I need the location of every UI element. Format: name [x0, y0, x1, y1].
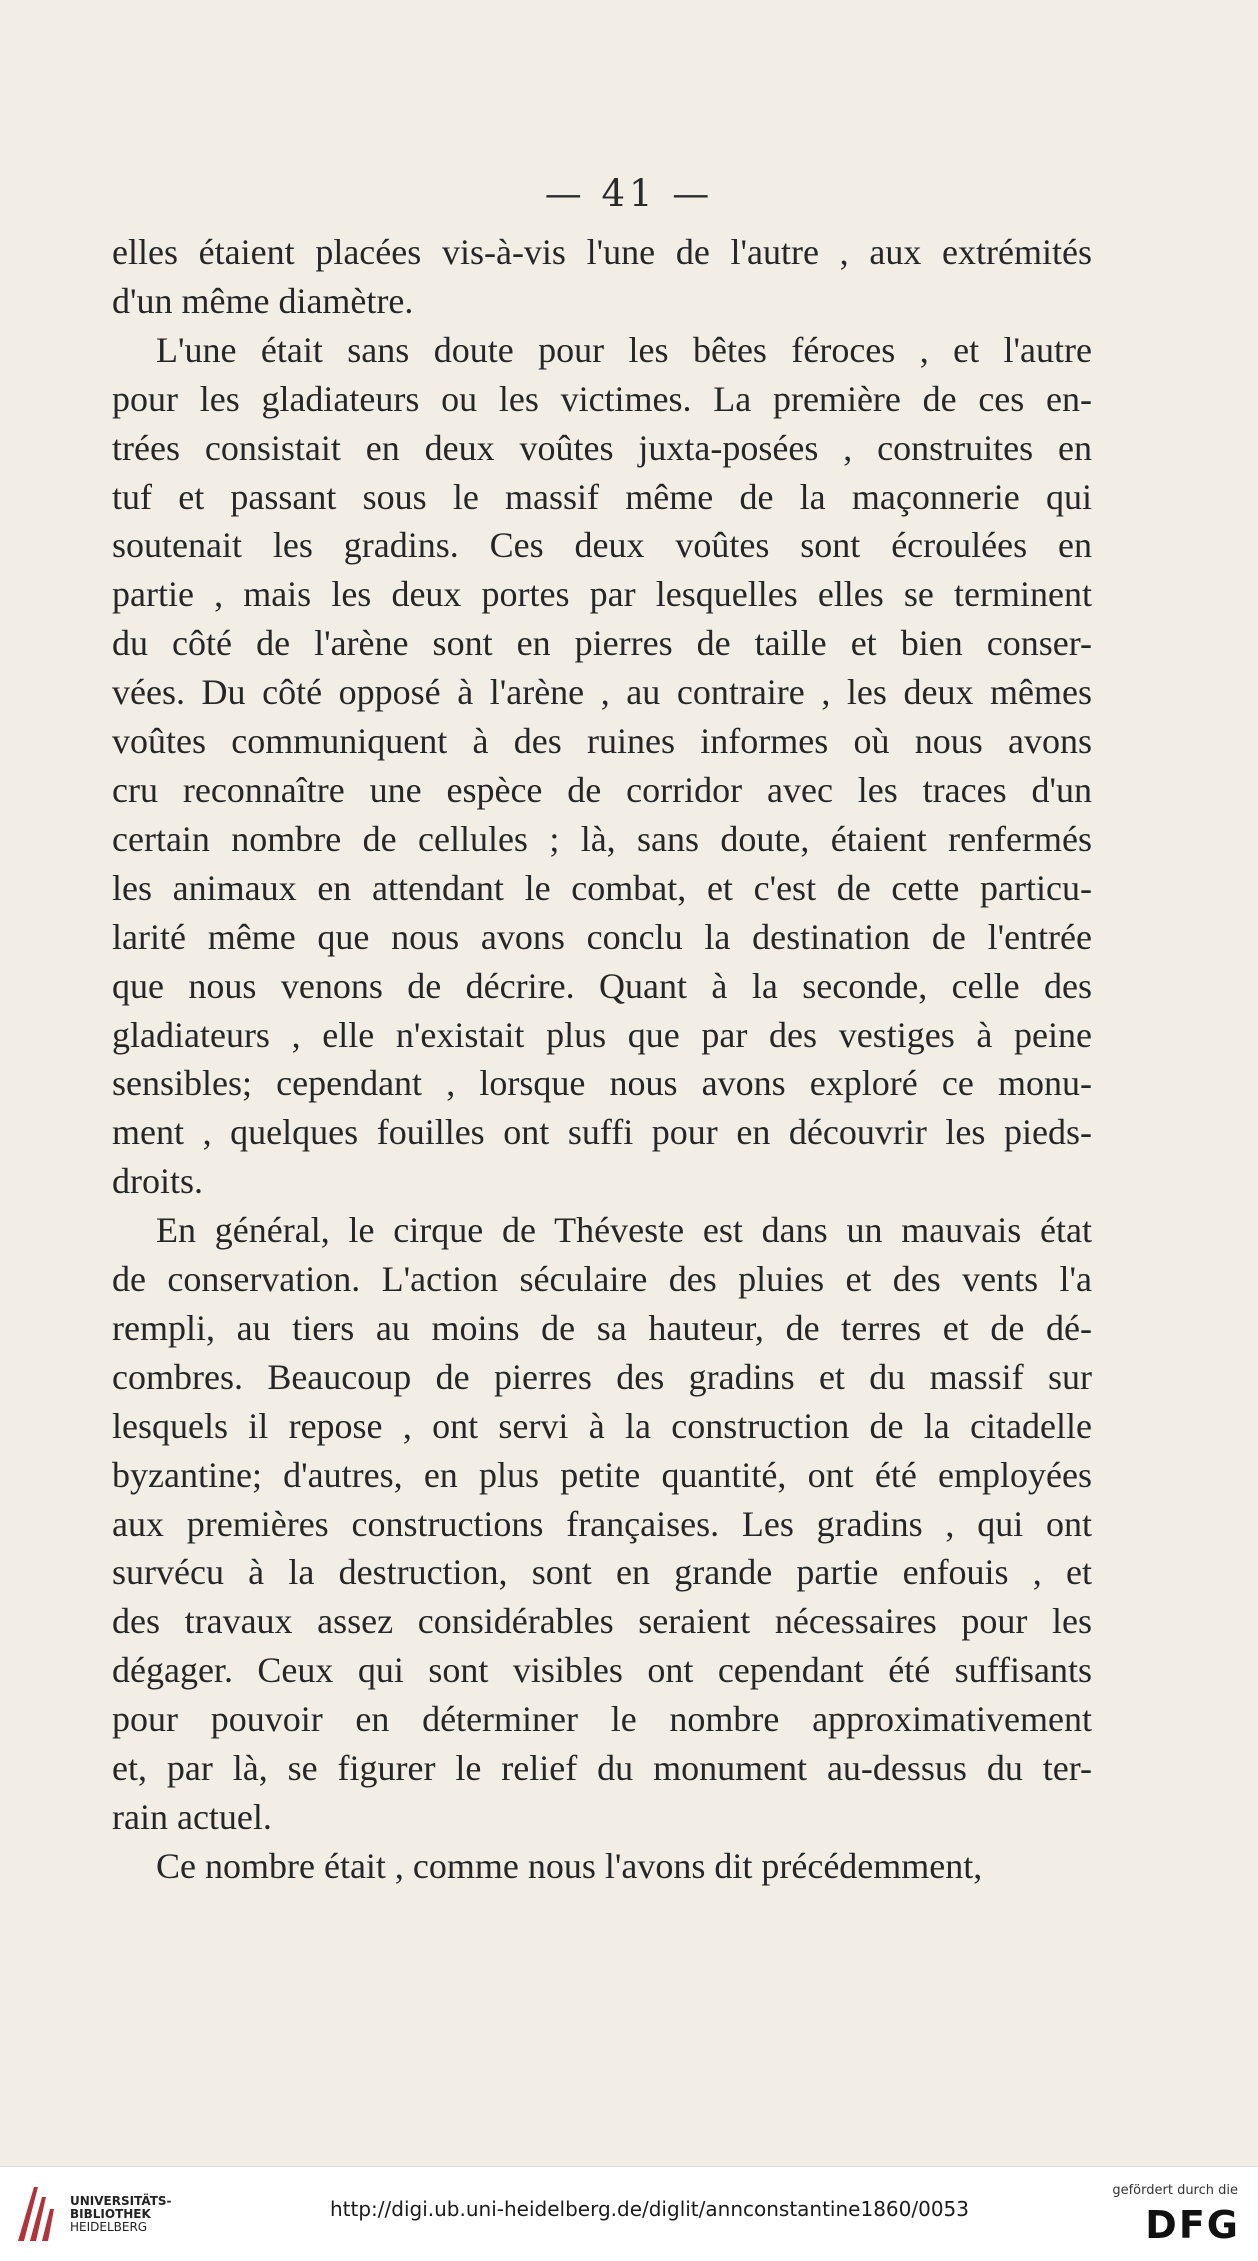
text-line: aux premières constructions françaises. Les gradins , qui ont	[112, 1503, 1092, 1544]
dfg-logo: DFG	[1145, 2203, 1240, 2247]
text-line: trées consistait en deux voûtes juxta-posées , construites en	[112, 427, 1092, 468]
paragraph	[112, 326, 1092, 1206]
text-line: que nous venons de décrire. Quant à la seconde, celle des	[112, 965, 1092, 1006]
text-line: d'un même diamètre.	[112, 280, 414, 321]
paragraph	[112, 1206, 1092, 1842]
text-line: Ce nombre était , comme nous l'avons dit précédemment,	[156, 1845, 983, 1886]
library-name	[70, 2195, 172, 2234]
permalink-url[interactable]: http://digi.ub.uni-heidelberg.de/diglit/annconstantine1860/0053	[330, 2197, 970, 2221]
footer-bar	[0, 2166, 1258, 2261]
text-line: rempli, au tiers au moins de sa hauteur, de terres et de dé-	[112, 1307, 1092, 1348]
library-name-line: HEIDELBERG	[70, 2220, 148, 2234]
text-line: gladiateurs , elle n'existait plus que par des vestiges à peine	[112, 1014, 1092, 1055]
university-library-logo-icon	[12, 2183, 60, 2245]
text-line: elles étaient placées vis-à-vis l'une de l'autre , aux extrémités	[112, 232, 1092, 272]
text-line: survécu à la destruction, sont en grande partie enfouis , et	[112, 1552, 1092, 1593]
text-line: vées. Du côté opposé à l'arène , au contraire , les deux mêmes	[112, 672, 1092, 713]
paragraph	[112, 228, 1092, 326]
text-line: voûtes communiquent à des ruines informes où nous avons	[112, 721, 1092, 762]
paragraph	[112, 1842, 1092, 1891]
body-text	[112, 228, 1092, 1891]
text-line: soutenait les gradins. Ces deux voûtes sont écroulées en	[112, 525, 1092, 566]
text-line: rain actuel.	[112, 1797, 272, 1837]
text-line: byzantine; d'autres, en plus petite quantité, ont été employées	[112, 1454, 1092, 1495]
text-line: droits.	[112, 1161, 204, 1202]
text-line: pour pouvoir en déterminer le nombre approximativement	[112, 1699, 1092, 1740]
text-line: et, par là, se figurer le relief du monument au-dessus du ter-	[112, 1748, 1092, 1789]
text-line: cru reconnaître une espèce de corridor avec les traces d'un	[112, 769, 1092, 810]
text-line: des travaux assez considérables seraient nécessaires pour les	[112, 1601, 1092, 1642]
text-line: pour les gladiateurs ou les victimes. La première de ces en-	[112, 378, 1092, 419]
text-line: sensibles; cependant , lorsque nous avons exploré ce monu-	[112, 1063, 1092, 1104]
text-line: certain nombre de cellules ; là, sans doute, étaient renfermés	[112, 818, 1092, 859]
funded-by-label: gefördert durch die	[1112, 2183, 1238, 2198]
text-line: combres. Beaucoup de pierres des gradins et du massif sur	[112, 1356, 1092, 1397]
text-line: lesquels il repose , ont servi à la construction de la citadelle	[112, 1405, 1092, 1446]
text-line: de conservation. L'action séculaire des pluies et des vents l'a	[112, 1259, 1092, 1300]
library-name-line: UNIVERSITÄTS-	[70, 2194, 172, 2208]
text-line: les animaux en attendant le combat, et c'est de cette particu-	[112, 867, 1092, 908]
text-line: tuf et passant sous le massif même de la maçonnerie qui	[112, 476, 1092, 517]
text-line: du côté de l'arène sont en pierres de taille et bien conser-	[112, 623, 1092, 664]
text-line: larité même que nous avons conclu la destination de l'entrée	[112, 916, 1092, 957]
text-line: dégager. Ceux qui sont visibles ont cependant été suffisants	[112, 1650, 1092, 1691]
text-line: L'une était sans doute pour les bêtes féroces , et l'autre	[156, 329, 1092, 370]
page-number: — 41 —	[544, 172, 714, 215]
text-line: partie , mais les deux portes par lesquelles elles se terminent	[112, 574, 1092, 615]
text-line: ment , quelques fouilles ont suffi pour en découvrir les pieds-	[112, 1112, 1092, 1153]
text-line: En général, le cirque de Théveste est dans un mauvais état	[156, 1210, 1092, 1251]
library-name-line: BIBLIOTHEK	[70, 2207, 151, 2221]
